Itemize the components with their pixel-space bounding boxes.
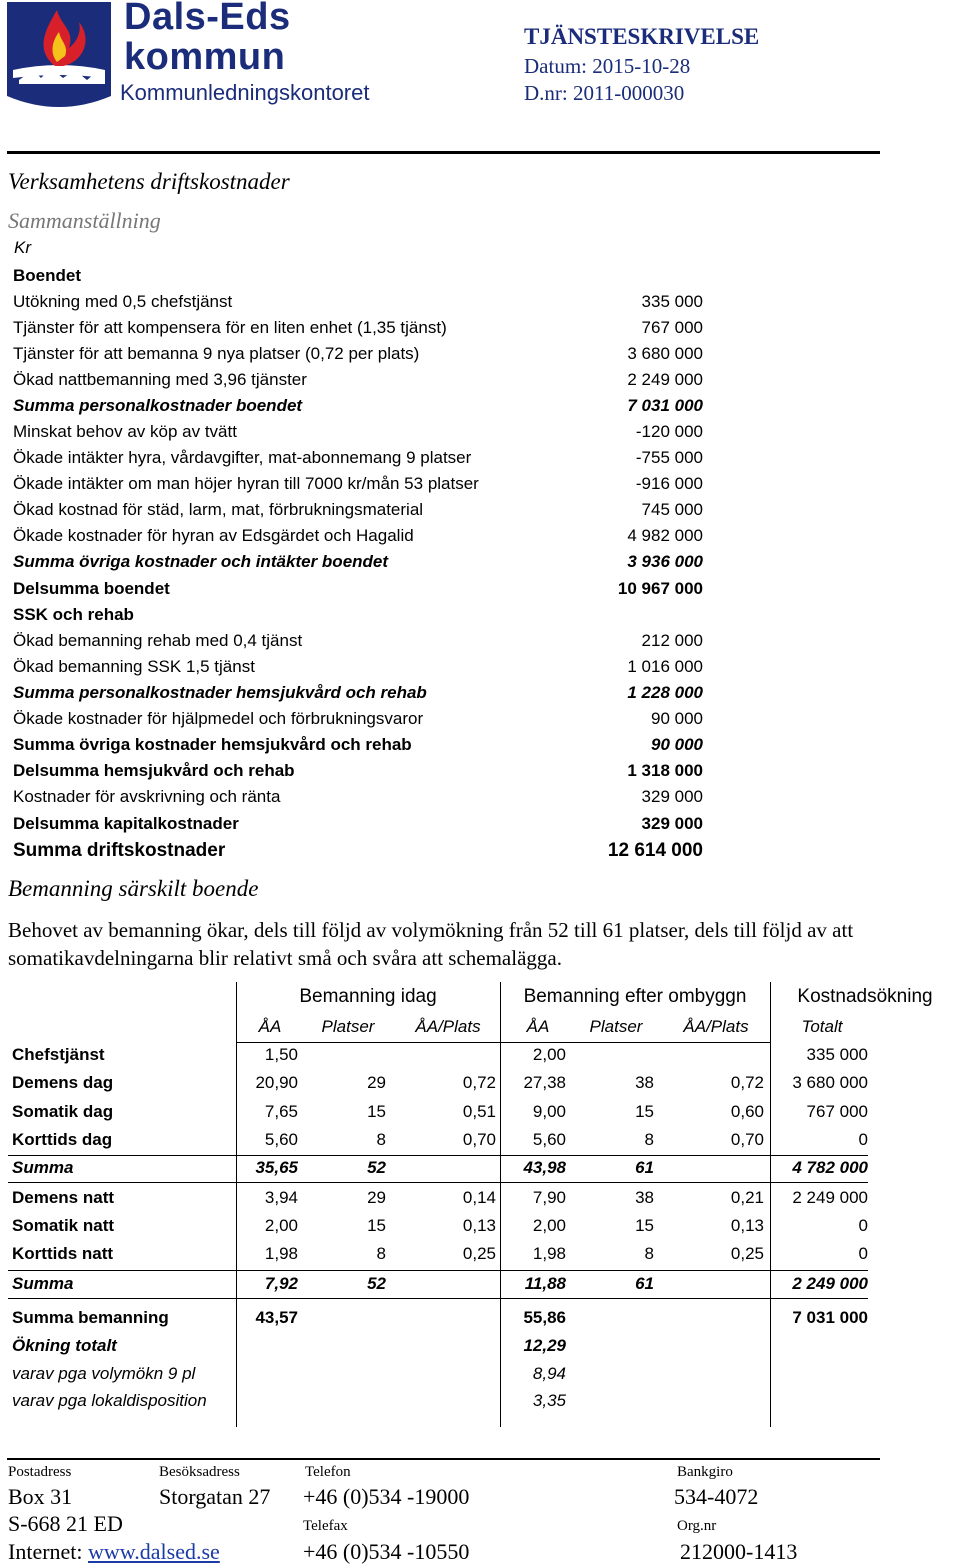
table-cell: 38 (635, 1188, 654, 1207)
brand-name-line1: Dals-Eds (124, 0, 291, 38)
footer-besoksadress-label: Besöksadress (159, 1464, 240, 1480)
table-cell: 0,21 (730, 1188, 764, 1207)
table-row-label: Demens dag (12, 1073, 114, 1092)
cost-label: Ökad bemanning SSK 1,5 tjänst (13, 657, 255, 676)
website-link[interactable]: www.dalsed.se (88, 1539, 220, 1564)
cost-value: 90 000 (651, 709, 703, 728)
footer-bankgiro: 534-4072 (674, 1484, 759, 1509)
table-row-label: Somatik dag (12, 1102, 114, 1121)
cost-label: Ökade intäkter om man höjer hyran till 7000 kr/mån 53 platser (13, 474, 479, 493)
footer-fax: +46 (0)534 -10550 (303, 1539, 470, 1564)
table-cell: 0,13 (730, 1216, 764, 1235)
table-cell: 29 (367, 1073, 386, 1092)
table-cell: 43,57 (255, 1308, 298, 1327)
section-title: Verksamhetens driftskostnader (8, 169, 290, 194)
table-row-label: Demens natt (12, 1188, 115, 1207)
subheader-aa: ÅA (526, 1017, 550, 1036)
table-cell: 52 (367, 1274, 386, 1293)
table-cell: 1,50 (264, 1045, 298, 1064)
table-cell: 8 (644, 1244, 654, 1263)
footer-internet-label: Internet: (8, 1539, 83, 1564)
cost-row-subtotal (13, 732, 703, 758)
table-cell: 8 (376, 1130, 386, 1149)
table-row-label: Summa bemanning (12, 1308, 169, 1327)
table-cell: 7,65 (264, 1102, 298, 1121)
cost-row (13, 445, 703, 471)
table-cell: 7 031 000 (792, 1308, 868, 1327)
table-cell: 0,70 (462, 1130, 496, 1149)
table-cell: 0,72 (730, 1073, 764, 1092)
table-cell: 4 782 000 (792, 1158, 868, 1177)
cost-value: 2 249 000 (627, 370, 703, 389)
table-cell: 1,98 (264, 1244, 298, 1263)
table-cell: 8 (644, 1130, 654, 1149)
footer-phone: +46 (0)534 -19000 (303, 1484, 470, 1509)
cost-row (13, 341, 703, 367)
document-date: Datum: 2015-10-28 (524, 54, 691, 78)
table-cell: 0,25 (462, 1244, 496, 1263)
table-cell: 12,29 (523, 1336, 566, 1355)
cost-row-total (13, 811, 703, 837)
cost-label: Summa övriga kostnader hemsjukvård och rehab (13, 735, 412, 754)
cost-label: Boendet (13, 266, 81, 285)
cost-row (13, 419, 703, 445)
group-header-increase: Kostnadsökning (797, 986, 933, 1007)
cost-label: Summa personalkostnader boendet (13, 396, 303, 415)
cost-label: Tjänster för att kompensera för en liten enhet (1,35 tjänst) (13, 318, 447, 337)
cost-label: Summa driftskostnader (13, 840, 226, 861)
table-cell: 61 (635, 1158, 654, 1177)
cost-label: Summa övriga kostnader och intäkter boendet (13, 552, 389, 571)
table-cell: 15 (367, 1102, 386, 1121)
cost-value: 1 318 000 (627, 761, 703, 780)
table-cell: 27,38 (523, 1073, 566, 1092)
cost-label: Utökning med 0,5 chefstjänst (13, 292, 233, 311)
table-cell: 2,00 (532, 1045, 566, 1064)
cost-value: 90 000 (651, 735, 703, 754)
footer-bankgiro-label: Bankgiro (677, 1464, 733, 1480)
table-cell: 0,72 (462, 1073, 496, 1092)
cost-row-subtotal (13, 549, 703, 575)
subheader-platser: Platser (321, 1017, 375, 1036)
cost-value: 329 000 (641, 814, 703, 833)
cost-value: 1 228 000 (627, 683, 703, 702)
cost-value: 335 000 (641, 292, 703, 311)
cost-value: -755 000 (635, 448, 703, 467)
table-divider (8, 1182, 868, 1183)
table-row-label: Chefstjänst (12, 1045, 105, 1064)
cost-value: 3 680 000 (627, 344, 703, 363)
table-cell: 0 (858, 1216, 868, 1235)
table-cell: 0,25 (730, 1244, 764, 1263)
cost-label: Ökad nattbemanning med 3,96 tjänster (13, 370, 307, 389)
cost-row (13, 628, 703, 654)
table-row-label: Ökning totalt (12, 1336, 117, 1355)
cost-label: Ökad bemanning rehab med 0,4 tjänst (13, 631, 303, 650)
table-cell: 15 (635, 1102, 654, 1121)
table-cell: 0,51 (462, 1102, 496, 1121)
cost-value: 745 000 (641, 500, 703, 519)
table-cell: 61 (635, 1274, 654, 1293)
table-row-label: varav pga volymökn 9 pl (12, 1364, 196, 1383)
brand-name-line2: kommun (124, 36, 286, 78)
table-cell: 0 (858, 1130, 868, 1149)
cost-label: Ökade kostnader för hyran av Edsgärdet och Hagalid (13, 526, 414, 545)
cost-row (13, 289, 703, 315)
table-cell: 767 000 (806, 1102, 868, 1121)
group-header-today: Bemanning idag (299, 986, 437, 1007)
cost-label: SSK och rehab (13, 605, 134, 624)
table-cell: 52 (367, 1158, 386, 1177)
cost-value: 4 982 000 (627, 526, 703, 545)
subheader-totalt: Totalt (801, 1017, 843, 1036)
table-cell: 43,98 (523, 1158, 566, 1177)
footer-orgnr-label: Org.nr (677, 1518, 717, 1534)
table-cell: 2 249 000 (792, 1274, 868, 1293)
table-cell: 20,90 (255, 1073, 298, 1092)
cost-value: 3 936 000 (627, 552, 703, 571)
table-cell: 0 (858, 1244, 868, 1263)
table-cell: 15 (367, 1216, 386, 1235)
table-cell: 3 680 000 (792, 1073, 868, 1092)
footer-box: Box 31 (8, 1484, 73, 1509)
cost-row (13, 654, 703, 680)
cost-row (13, 367, 703, 393)
table-cell: 0,60 (730, 1102, 764, 1121)
footer-postadress-label: Postadress (8, 1464, 72, 1480)
cost-value: 12 614 000 (607, 840, 703, 861)
subheader-aa: ÅA (258, 1017, 282, 1036)
table-cell: 5,60 (532, 1130, 566, 1149)
cost-label: Summa personalkostnader hemsjukvård och rehab (13, 683, 427, 702)
table-divider (8, 1155, 868, 1156)
currency-unit: Kr (14, 238, 31, 257)
cost-label: Kostnader för avskrivning och ränta (13, 787, 281, 806)
table-divider (8, 1298, 868, 1299)
table-cell: 8,94 (532, 1364, 566, 1383)
cost-value: -120 000 (635, 422, 703, 441)
table-cell: 1,98 (532, 1244, 566, 1263)
subheader-platser: Platser (589, 1017, 643, 1036)
table-row-label: Somatik natt (12, 1216, 115, 1235)
cost-row-total (13, 758, 703, 784)
table-row-label: varav pga lokaldisposition (12, 1391, 207, 1410)
cost-row (13, 471, 703, 497)
table-cell: 2,00 (532, 1216, 566, 1235)
footer-street: Storgatan 27 (159, 1484, 271, 1509)
table-cell: 55,86 (523, 1308, 566, 1327)
group-header-after: Bemanning efter ombyggn (523, 986, 747, 1007)
table-cell: 5,60 (264, 1130, 298, 1149)
header-divider (7, 151, 880, 154)
cost-row (13, 784, 703, 810)
municipality-logo (5, 0, 117, 108)
cost-row-heading (13, 263, 703, 289)
table-cell: 0,13 (462, 1216, 496, 1235)
table-row-label: Summa (12, 1158, 74, 1177)
table-cell: 3,94 (264, 1188, 298, 1207)
footer-postcode: S-668 21 ED (8, 1511, 123, 1536)
table-divider (236, 1042, 770, 1043)
table-cell: 15 (635, 1216, 654, 1235)
cost-row (13, 315, 703, 341)
section-subtitle: Sammanställning (8, 208, 161, 233)
cost-row-subtotal (13, 680, 703, 706)
table-cell: 35,65 (255, 1158, 298, 1177)
table-cell: 3,35 (532, 1391, 566, 1410)
table-cell: 8 (376, 1244, 386, 1263)
cost-row-heading (13, 602, 703, 628)
cost-row (13, 706, 703, 732)
cost-row (13, 497, 703, 523)
table-cell: 7,90 (532, 1188, 566, 1207)
footer-internet (8, 1539, 220, 1565)
cost-row (13, 523, 703, 549)
footer-telefax-label: Telefax (303, 1518, 348, 1534)
table-cell: 2 249 000 (792, 1188, 868, 1207)
subheader-aa-plats: ÅA/Plats (415, 1017, 481, 1036)
subheader-aa-plats: ÅA/Plats (683, 1017, 749, 1036)
cost-row-subtotal (13, 393, 703, 419)
cost-label: Delsumma boendet (13, 579, 170, 598)
table-row-label: Korttids natt (12, 1244, 114, 1263)
table-cell: 11,88 (524, 1274, 566, 1293)
cost-label: Tjänster för att bemanna 9 nya platser (0,72 per plats) (13, 344, 420, 363)
cost-label: Ökad kostnad för städ, larm, mat, förbrukningsmaterial (13, 500, 424, 519)
table-cell: 7,92 (264, 1274, 298, 1293)
cost-label: Delsumma hemsjukvård och rehab (13, 761, 295, 780)
table-cell: 2,00 (264, 1216, 298, 1235)
document-type: TJÄNSTESKRIVELSE (524, 24, 760, 49)
footer-telefon-label: Telefon (305, 1464, 351, 1480)
staffing-title: Bemanning särskilt boende (8, 876, 259, 901)
cost-label: Delsumma kapitalkostnader (13, 814, 239, 833)
cost-label: Minskat behov av köp av tvätt (13, 422, 237, 441)
footer-divider (7, 1458, 880, 1460)
cost-value: 10 967 000 (617, 579, 703, 598)
table-cell: 38 (635, 1073, 654, 1092)
table-cell: 9,00 (532, 1102, 566, 1121)
footer-orgnr: 212000-1413 (680, 1539, 798, 1564)
staffing-paragraph: Behovet av bemanning ökar, dels till följd av volymökning från 52 till 61 platser, dels till följd av att somatikavdelningarna blir relativt små och svåra att schemalägga. (8, 918, 854, 970)
table-cell: 29 (367, 1188, 386, 1207)
table-cell: 0,14 (462, 1188, 496, 1207)
table-row-label: Summa (12, 1274, 74, 1293)
cost-value: 767 000 (641, 318, 703, 337)
table-divider (8, 1270, 868, 1271)
document-number: D.nr: 2011-000030 (524, 81, 685, 105)
cost-value: 329 000 (641, 787, 703, 806)
cost-value: 212 000 (641, 631, 703, 650)
cost-label: Ökade intäkter hyra, vårdavgifter, mat-abonnemang 9 platser (13, 448, 472, 467)
cost-value: 1 016 000 (627, 657, 703, 676)
cost-row-grand-total (13, 837, 703, 865)
cost-value: -916 000 (635, 474, 703, 493)
table-cell: 335 000 (806, 1045, 868, 1064)
department-name: Kommunledningskontoret (120, 80, 370, 105)
cost-row-total (13, 576, 703, 602)
table-cell: 0,70 (730, 1130, 764, 1149)
table-row-label: Korttids dag (12, 1130, 113, 1149)
cost-label: Ökade kostnader för hjälpmedel och förbrukningsvaror (13, 709, 424, 728)
cost-value: 7 031 000 (627, 396, 703, 415)
